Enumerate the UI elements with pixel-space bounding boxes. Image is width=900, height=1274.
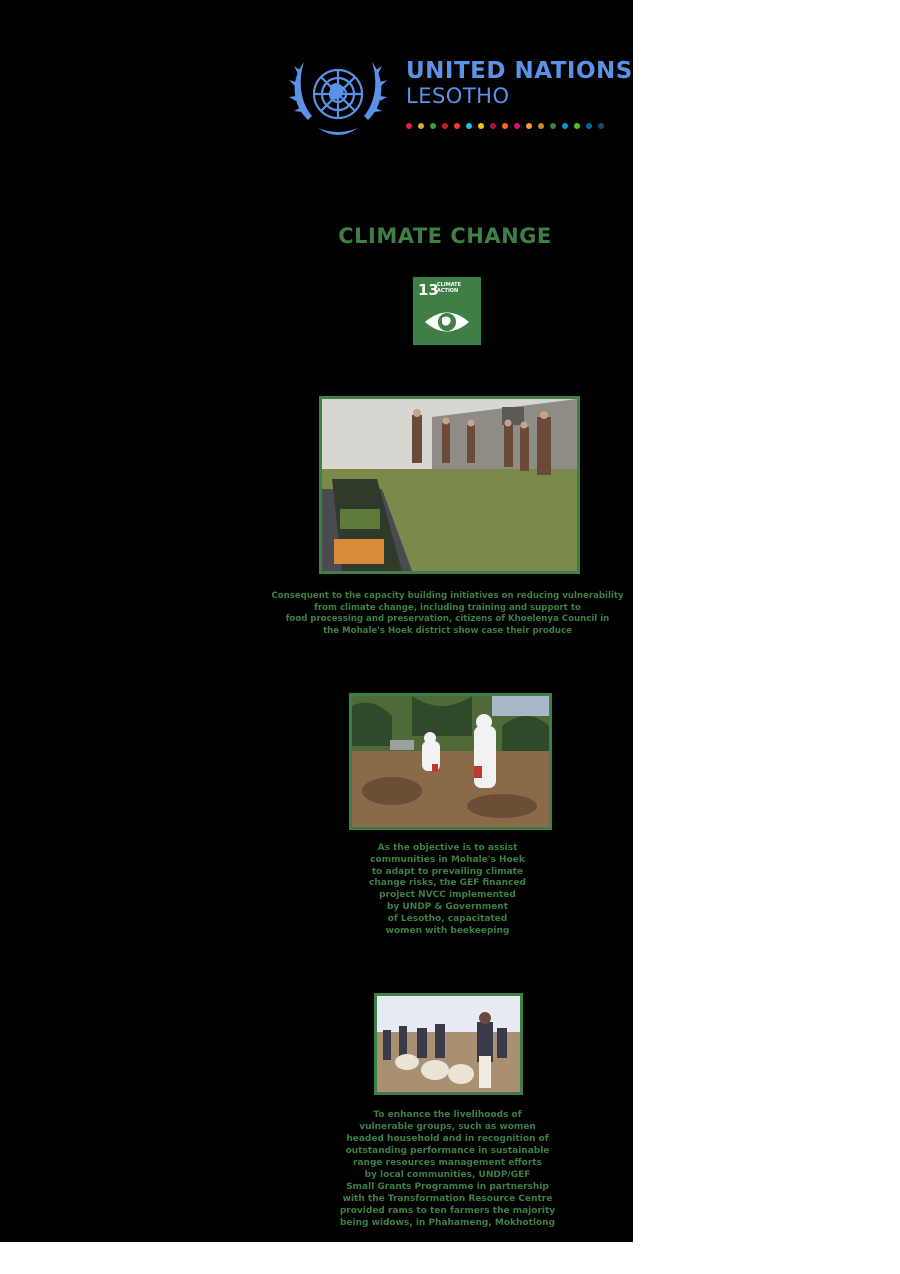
- caption-line: range resources management efforts: [353, 1158, 542, 1168]
- caption-line: As the objective is to assist: [377, 843, 518, 853]
- sdg-dot: [550, 123, 556, 129]
- page-title: CLIMATE CHANGE: [338, 224, 552, 248]
- caption-line: to adapt to prevailing climate: [371, 866, 524, 877]
- caption-line: being widows, in Phahameng, Mokhotlong: [339, 1218, 556, 1228]
- caption-line: provided rams to ten farmers the majority: [339, 1206, 556, 1216]
- beekeeping-photo: [349, 693, 552, 830]
- sdg-dot: [442, 123, 448, 129]
- caption-line: food processing and preservation, citizens of Khoelenya Council in: [285, 614, 610, 625]
- sdg-dot: [430, 123, 436, 129]
- caption-line: outstanding performance in sustainable: [345, 1146, 550, 1156]
- sdg-color-dots: [406, 123, 604, 129]
- org-subtitle: LESOTHO: [406, 84, 510, 108]
- sdg-dot: [490, 123, 496, 129]
- org-title: UNITED NATIONS: [406, 58, 633, 84]
- sdg-label: CLIMATE ACTION: [437, 282, 461, 294]
- caption-line: the Mohale's Hoek district show case their produce: [323, 625, 572, 636]
- caption-beekeeping: [0, 843, 895, 937]
- sdg-dot: [514, 123, 520, 129]
- sdg-dot: [526, 123, 532, 129]
- caption-line: Small Grants Programme in partnership: [346, 1182, 549, 1192]
- caption-line: Consequent to the capacity building initiatives on reducing vulnerability: [271, 591, 624, 601]
- sdg-13-tile: [413, 277, 481, 345]
- sdg-dot: [418, 123, 424, 129]
- caption-line: by UNDP & Government: [386, 901, 509, 912]
- caption-line: To enhance the livelihoods of: [373, 1110, 522, 1120]
- sdg-dot: [466, 123, 472, 129]
- sdg-dot: [598, 123, 604, 129]
- sdg-dot: [538, 123, 544, 129]
- sdg-dot: [562, 123, 568, 129]
- sdg-dot: [406, 123, 412, 129]
- un-emblem-icon: [282, 50, 394, 142]
- eye-globe-icon: [423, 307, 471, 337]
- sdg-dot: [574, 123, 580, 129]
- caption-line: of Lesotho, capacitated: [387, 913, 508, 924]
- sdg-dot: [502, 123, 508, 129]
- caption-line: project NVCC implemented: [379, 890, 516, 901]
- caption-line: with the Transformation Resource Centre: [342, 1194, 553, 1204]
- caption-line: change risks, the GEF financed: [369, 878, 526, 889]
- caption-line: by local communities, UNDP/GEF: [364, 1170, 531, 1180]
- livestock-photo: [374, 993, 523, 1095]
- caption-line: from climate change, including training and support to: [314, 602, 581, 613]
- caption-line: women with beekeeping: [385, 925, 510, 936]
- sdg-dot: [478, 123, 484, 129]
- caption-line: vulnerable groups, such as women: [359, 1122, 536, 1132]
- caption-line: communities in Mohale's Hoek: [370, 854, 525, 865]
- caption-livestock: [0, 1109, 895, 1229]
- sdg-dot: [454, 123, 460, 129]
- sdg-dot: [586, 123, 592, 129]
- sdg-number: 13: [418, 281, 439, 299]
- caption-food-processing: [0, 591, 895, 637]
- caption-line: headed household and in recognition of: [346, 1134, 549, 1144]
- food-processing-photo: [319, 396, 580, 574]
